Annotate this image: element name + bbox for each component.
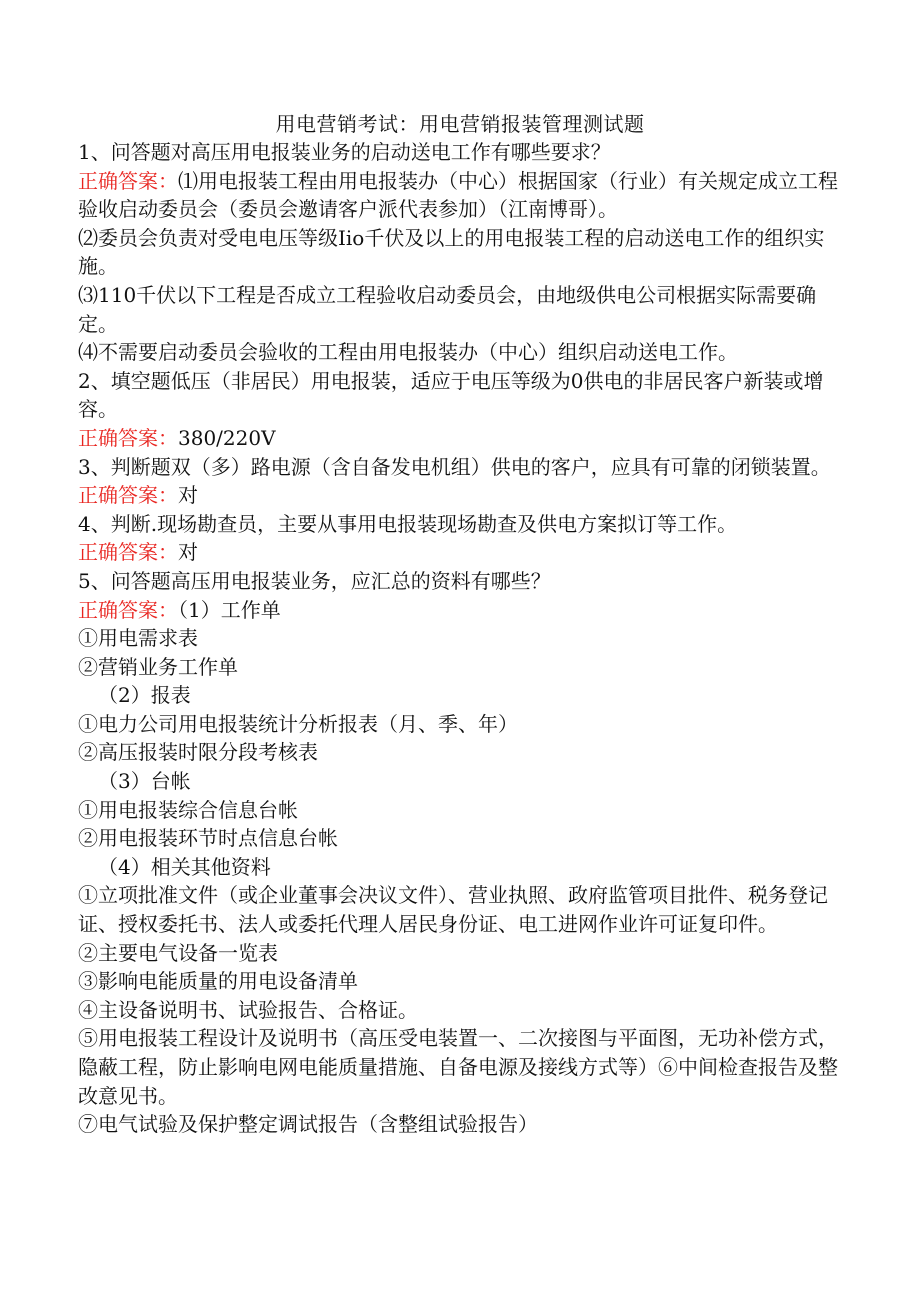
answer-text: （1）工作单 bbox=[178, 597, 281, 622]
document-title: 用电营销考试：用电营销报装管理测试题 bbox=[275, 112, 645, 136]
question-1: 1、问答题对高压用电报装业务的启动送电工作有哪些要求？ bbox=[78, 140, 611, 164]
answer-5-line: ⑤用电报装工程设计及说明书（高压受电装置一、二次接图与平面图，无功补偿方式，隐蔽工程，防止影响电网电能质量措施、自备电源及接线方式等）⑥中间检查报告及整改意见书。 bbox=[78, 1026, 838, 1108]
answer-1-paragraph-4: ⑷不需要启动委员会验收的工程由用电报装办（中心）组织启动送电工作。 bbox=[78, 340, 738, 365]
answer-5-line: ②高压报装时限分段考核表 bbox=[78, 740, 318, 765]
answer-5-line: ⑦电气试验及保护整定调试报告（含整组试验报告） bbox=[78, 1112, 538, 1137]
answer-label: 正确答案： bbox=[78, 540, 178, 565]
answer-text: 对 bbox=[178, 540, 198, 565]
answer-5-section-heading: （4）相关其他资料 bbox=[98, 854, 271, 879]
answer-5-line: ③影响电能质量的用电设备清单 bbox=[78, 969, 358, 994]
answer-1-paragraph-2: ⑵委员会负责对受电电压等级Iio千伏及以上的用电报装工程的启动送电工作的组织实施。 bbox=[78, 225, 825, 279]
answer-5-line: ①电力公司用电报装统计分析报表（月、季、年） bbox=[78, 711, 518, 736]
question-5: 5、问答题高压用电报装业务，应汇总的资料有哪些？ bbox=[78, 568, 551, 593]
answer-5-line: ②用电报装环节时点信息台帐 bbox=[78, 826, 338, 851]
answer-3 bbox=[78, 481, 848, 510]
answer-label: 正确答案： bbox=[78, 168, 178, 193]
answer-label: 正确答案： bbox=[78, 425, 178, 450]
answer-text: ⑴用电报装工程由用电报装办（中心）根据国家（行业）有关规定成立工程验收启动委员会（委员会邀请客户派代表参加）（江南博哥）。 bbox=[78, 168, 838, 222]
answer-label: 正确答案： bbox=[78, 597, 178, 622]
document-body bbox=[78, 138, 848, 1139]
answer-5-line: ②主要电气设备一览表 bbox=[78, 940, 278, 965]
answer-label: 正确答案： bbox=[78, 483, 178, 508]
answer-text: 对 bbox=[178, 483, 198, 508]
answer-text: 380/220V bbox=[178, 425, 276, 450]
question-4: 4、判断.现场勘查员，主要从事用电报装现场勘查及供电方案拟订等工作。 bbox=[78, 511, 738, 536]
question-2: 2、填空题低压（非居民）用电报装，适应于电压等级为0供电的非居民客户新装或增容。 bbox=[78, 368, 824, 422]
question-3: 3、判断题双（多）路电源（含自备发电机组）供电的客户，应具有可靠的闭锁装置。 bbox=[78, 454, 831, 479]
answer-5-line: ①立项批准文件（或企业董事会决议文件）、营业执照、政府监管项目批件、税务登记证、授权委托书、法人或委托代理人居民身份证、电工进网作业许可证复印件。 bbox=[78, 883, 828, 937]
answer-2 bbox=[78, 424, 848, 453]
answer-5-line: ②营销业务工作单 bbox=[78, 654, 238, 679]
answer-5-section-heading: （3）台帐 bbox=[98, 769, 191, 794]
answer-5-first bbox=[78, 596, 848, 625]
answer-1-paragraph-1 bbox=[78, 167, 848, 224]
answer-5-section-heading: （2）报表 bbox=[98, 683, 191, 708]
answer-4 bbox=[78, 538, 848, 567]
answer-5-line: ①用电报装综合信息台帐 bbox=[78, 797, 298, 822]
answer-1-paragraph-3: ⑶110千伏以下工程是否成立工程验收启动委员会，由地级供电公司根据实际需要确定。 bbox=[78, 282, 817, 336]
answer-5-line: ①用电需求表 bbox=[78, 626, 198, 651]
answer-5-line: ④主设备说明书、试验报告、合格证。 bbox=[78, 997, 418, 1022]
